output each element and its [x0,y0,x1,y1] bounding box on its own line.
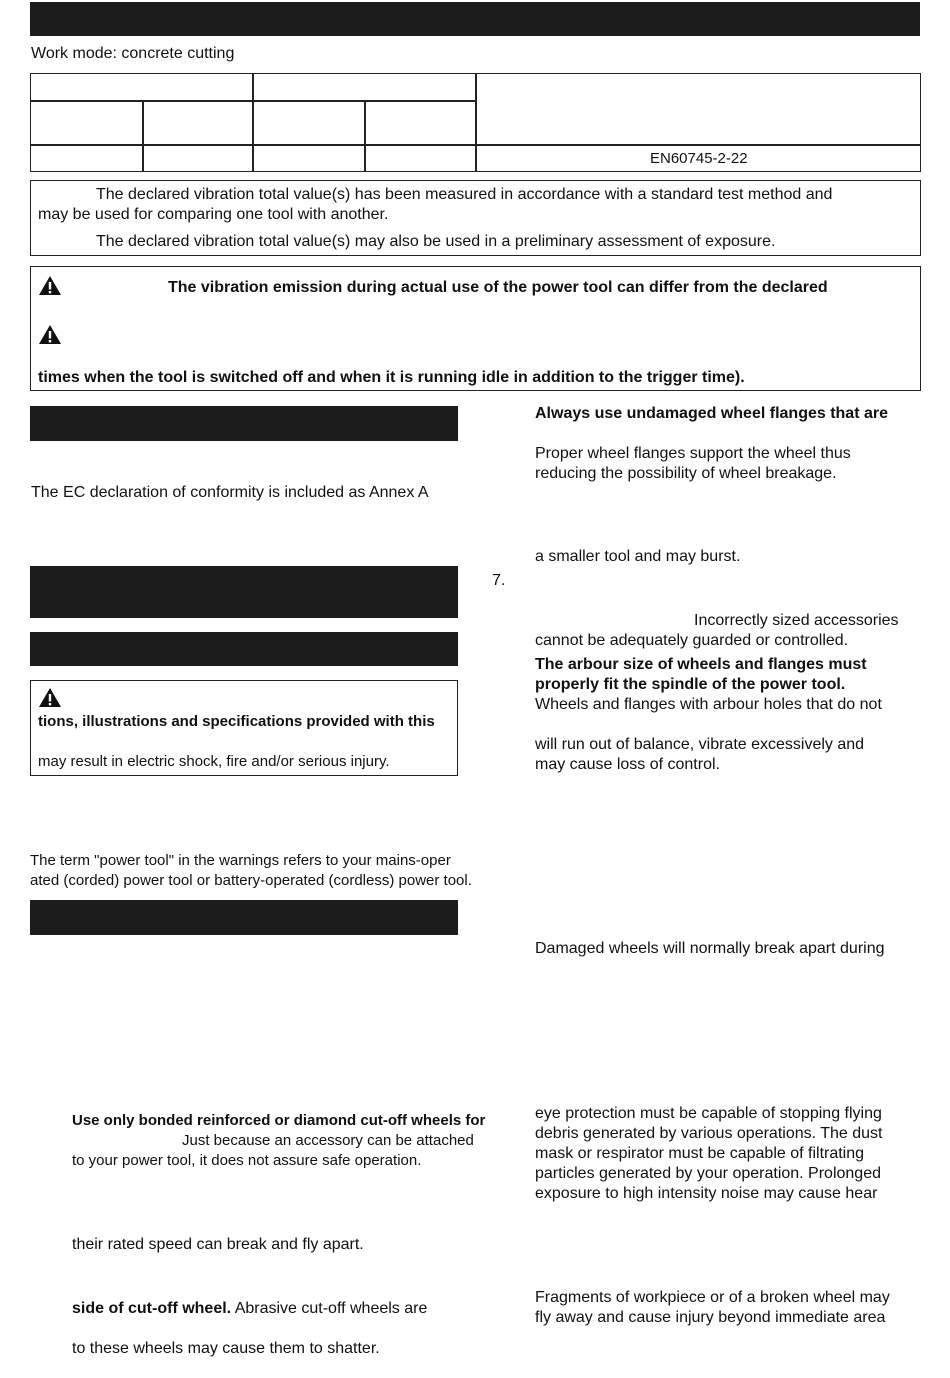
damaged-wheels-text: Damaged wheels will normally break apart during [535,940,885,957]
eye-protection-line-5: exposure to high intensity noise may cause hear [535,1185,878,1202]
bonded-wheels-line-3: to your power tool, it does not assure safe operation. [72,1152,422,1169]
vibration-warning-line-1: The vibration emission during actual use of the power tool can differ from the declared [168,279,828,296]
warning-triangle-icon [38,324,62,345]
eye-protection-line-3: mask or respirator must be capable of filtrating [535,1145,865,1162]
eye-protection-line-4: particles generated by your operation. Prolonged [535,1165,881,1182]
eye-protection-line-2: debris generated by various operations. The dust [535,1125,883,1142]
ec-declaration-text: The EC declaration of conformity is included as Annex A [31,484,429,501]
arbour-line-4: will run out of balance, vibrate excessively and [535,736,865,753]
power-tool-term-line-2: ated (corded) power tool or battery-operated (cordless) power tool. [30,872,472,889]
warning-triangle-icon [38,275,62,296]
bonded-wheels-bold: Use only bonded reinforced or diamond cut-off wheels for [72,1112,486,1129]
side-cutoff-rest: Abrasive cut-off wheels are [234,1300,428,1317]
notes-line-3: The declared vibration total value(s) may also be used in a preliminary assessment of exposure. [96,233,776,250]
fragments-line-2: fly away and cause injury beyond immediate area [535,1309,886,1326]
section-header-bar [30,632,458,666]
power-tool-term-line-1: The term "power tool" in the warnings refers to your mains-oper [30,852,451,869]
vibration-warning-line-2: times when the tool is switched off and when it is running idle in addition to the trigger time). [38,369,745,386]
arbour-line-5: may cause loss of control. [535,756,720,773]
side-cutoff-line [72,1299,427,1319]
notes-line-1: The declared vibration total value(s) has been measured in accordance with a standard test method and [96,186,833,203]
flanges-line-2: Proper wheel flanges support the wheel thus [535,445,851,462]
item-number-7: 7. [492,572,506,589]
general-warning-line-2: may result in electric shock, fire and/or serious injury. [38,753,390,770]
standard-cell: EN60745-2-22 [650,150,748,167]
section-header-bar [30,2,920,36]
warning-triangle-icon [38,687,62,708]
arbour-bold-line-2: properly fit the spindle of the power tool. [535,676,846,693]
side-cutoff-bold: side of cut-off wheel. [72,1300,232,1317]
work-mode-label: Work mode: concrete cutting [31,45,235,62]
general-warning-line-1: tions, illustrations and specifications provided with this [38,713,435,730]
eye-protection-line-1: eye protection must be capable of stopping flying [535,1105,882,1122]
shatter-text: to these wheels may cause them to shatter. [72,1340,380,1357]
notes-line-2: may be used for comparing one tool with another. [38,206,389,223]
section-header-bar [30,406,458,441]
incorrect-size-line-2: cannot be adequately guarded or controlled. [535,632,849,649]
smaller-tool-text: a smaller tool and may burst. [535,548,741,565]
fragments-line-1: Fragments of workpiece or of a broken wheel may [535,1289,890,1306]
arbour-line-3: Wheels and flanges with arbour holes that do not [535,696,882,713]
flanges-line-3: reducing the possibility of wheel breakage. [535,465,837,482]
flanges-bold: Always use undamaged wheel flanges that are [535,405,888,422]
incorrect-size-line-1: Incorrectly sized accessories [694,612,899,629]
bonded-wheels-line-2: Just because an accessory can be attached [182,1132,474,1149]
section-header-bar [30,900,458,935]
arbour-bold-line-1: The arbour size of wheels and flanges must [535,656,867,673]
section-header-bar [30,566,458,618]
rated-speed-text: their rated speed can break and fly apart. [72,1236,364,1253]
